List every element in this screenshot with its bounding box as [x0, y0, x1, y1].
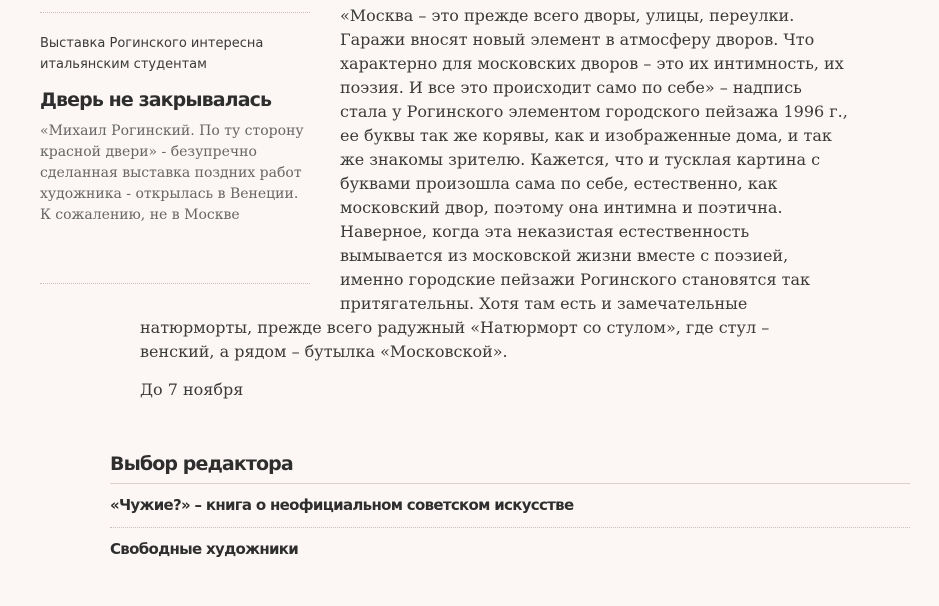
- related-article-card[interactable]: [40, 0, 310, 285]
- article-line: поэзия. И все это происходит само по себе» – надпись: [340, 78, 802, 97]
- article-line: венский, а рядом – бутылка «Московской».: [140, 342, 508, 361]
- article-line: ее буквы так же корявы, как и изображенные дома, и так: [340, 126, 832, 145]
- related-article-title[interactable]: Дверь не закрывалась: [40, 89, 272, 111]
- editors-choice-link[interactable]: «Чужие?» – книга о неофициальном советском искусстве: [110, 484, 910, 528]
- article-line: притягательны. Хотя там есть и замечательные: [340, 294, 748, 313]
- article-line: натюрморты, прежде всего радужный «Натюрморт со стулом», где стул –: [140, 318, 770, 337]
- article-paragraph-continued: [140, 316, 900, 364]
- article-line: Наверное, когда эта неказистая естественность: [340, 222, 750, 241]
- related-article-lead: «Михаил Рогинский. По ту сторону красной двери» - безупречно сделанная выставка поздних работ художника - открылась в Венеции. К сожалению, не в Москве: [40, 123, 304, 223]
- article-line: вымывается из московской жизни вместе с поэзией,: [340, 246, 789, 265]
- related-article-caption: Выставка Рогинского интересна итальянским студентам: [40, 36, 264, 72]
- article-line: «Москва – это прежде всего дворы, улицы, переулки.: [340, 6, 795, 25]
- editors-choice: [110, 448, 910, 571]
- editors-choice-link[interactable]: Свободные художники: [110, 540, 299, 558]
- exhibition-end-date: До 7 ноября: [140, 380, 244, 399]
- article-line: же знакомы зрителю. Кажется, что и тусклая картина с: [340, 150, 821, 169]
- card-bottom-divider: [40, 283, 310, 284]
- editors-choice-heading: Выбор редактора: [110, 448, 910, 484]
- article-line: характерно для московских дворов – это их интимность, их: [340, 54, 844, 73]
- card-top-divider: [40, 12, 310, 13]
- article-line: Гаражи вносят новый элемент в атмосферу дворов. Что: [340, 30, 815, 49]
- article-paragraph: [340, 4, 910, 316]
- article-line: московский двор, поэтому она интимна и поэтична.: [340, 198, 783, 217]
- article-line: стала у Рогинского элементом городского пейзажа 1996 г.,: [340, 102, 848, 121]
- article-line: буквами произошла сама по себе, естественно, как: [340, 174, 778, 193]
- article-line: именно городские пейзажи Рогинского становятся так: [340, 270, 811, 289]
